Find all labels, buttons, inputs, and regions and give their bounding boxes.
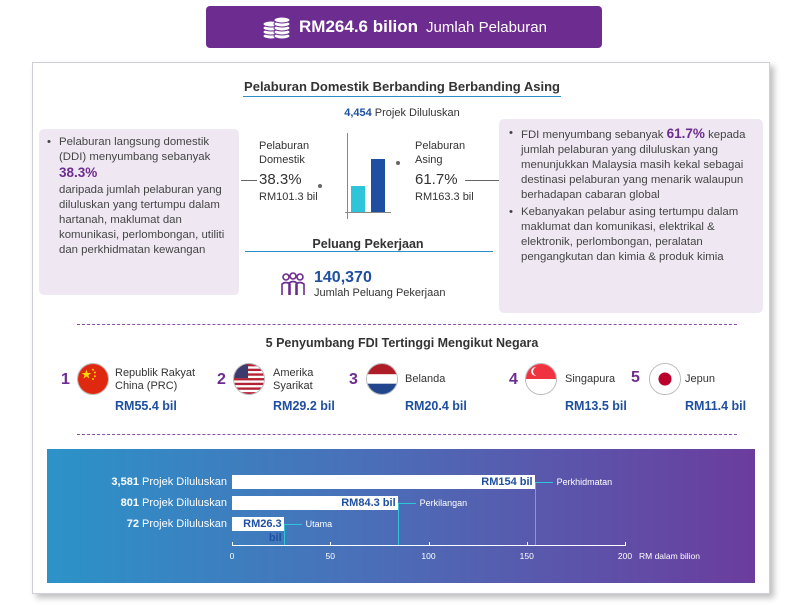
rank-1: 1 (61, 371, 70, 388)
projects-count-number: 72 (126, 518, 139, 530)
country-3-name: Belanda (405, 373, 446, 385)
title-underline (243, 96, 561, 97)
jobs-title: Peluang Pekerjaan (312, 237, 424, 251)
domestic-dot (318, 184, 322, 188)
country-2-name (273, 367, 313, 393)
projects-count-label (47, 476, 227, 488)
x-tick-mark (330, 542, 331, 546)
foreign-note-pre: FDI menyumbang sebanyak (521, 129, 664, 141)
sector-bar: RM26.3 bil (232, 517, 284, 531)
foreign-note-2: • Kebanyakan pelabur asing tertumpu dalam maklumat dan komunikasi, elektrikal & elektronik, perlombongan, peralatan pengangkutan dan kimia & produk kimia (509, 205, 753, 265)
foreign-note-highlight: 61.7% (666, 126, 705, 141)
domestic-vs-foreign-title: Pelaburan Domestik Berbanding Berbanding Asing (244, 79, 560, 94)
x-tick-label: 0 (229, 551, 235, 561)
projects-count-text: Projek Diluluskan (138, 497, 227, 509)
sector-bar-guide (284, 524, 285, 545)
netherlands-flag-icon (366, 363, 398, 395)
country-5-name: Jepun (685, 373, 715, 385)
projects-count-label (47, 518, 227, 530)
approved-projects (33, 107, 771, 119)
foreign-bil: RM163.3 bil (415, 191, 474, 203)
country-1-name-line2: China (PRC) (115, 380, 178, 392)
sector-category-label: Perkhidmatan (556, 477, 613, 487)
x-tick-mark (429, 542, 430, 546)
approved-projects-label: Projek Diluluskan (374, 107, 460, 119)
foreign-label-line1: Pelaburan (415, 140, 466, 152)
domestic-connector (241, 180, 257, 181)
projects-count-text: Projek Diluluskan (138, 476, 227, 488)
foreign-dot (396, 161, 400, 165)
sector-bar-chart (47, 449, 755, 583)
singapore-flag-icon (525, 363, 557, 395)
sector-bar-guide (398, 503, 399, 545)
domestic-label-line1: Pelaburan (259, 140, 310, 152)
sector-category-label: Perkilangan (419, 498, 468, 508)
foreign-note-post: kepada jumlah pelaburan yang diluluskan yang menunjukkan Malaysia masih kekal sebagai destinasi pelaburan yang menarik walaupun berhadapan cabaran global (521, 129, 746, 201)
domestic-label-line2: Domestik (259, 154, 305, 166)
rank-3: 3 (349, 371, 358, 388)
sector-category-label: Utama (305, 519, 333, 529)
divider-top (77, 324, 737, 325)
foreign-connector (465, 180, 499, 181)
domestic-note-box (39, 129, 239, 295)
sector-bar: RM154 bil (232, 475, 535, 489)
foreign-pct: 61.7% (415, 171, 458, 188)
foreign-label-line2: Asing (415, 154, 443, 166)
domestic-note (47, 135, 231, 259)
foreign-label (415, 139, 465, 167)
rank-5: 5 (631, 369, 640, 386)
x-tick-label: 200 (617, 551, 633, 561)
country-2-value: RM29.2 bil (273, 399, 335, 413)
top5-title: 5 Penyumbang FDI Tertinggi Mengikut Negara (265, 336, 539, 350)
sector-bar-guide (535, 482, 536, 545)
x-tick-label: 50 (325, 551, 335, 561)
total-investment-amount: RM264.6 bilion (299, 17, 419, 36)
projects-count-number: 3,581 (111, 476, 139, 488)
x-axis-label: RM dalam bilion (639, 551, 700, 561)
country-1-name-line1: Republik Rakyat (115, 367, 196, 379)
jobs-label: Jumlah Peluang Pekerjaan (314, 287, 446, 299)
domestic-share-bar (351, 186, 365, 212)
x-tick-mark (625, 542, 626, 546)
sector-chart-panel (47, 449, 755, 583)
divider-bottom (77, 434, 737, 435)
country-4-name: Singapura (565, 373, 616, 385)
infographic-card (32, 62, 770, 594)
x-tick-label: 100 (421, 551, 436, 561)
total-investment-banner (206, 6, 602, 48)
share-chart-axis (347, 133, 348, 219)
sector-bar-leader (535, 482, 553, 483)
country-1-value: RM55.4 bil (115, 399, 177, 413)
country-2-name-line2: Syarikat (273, 380, 313, 392)
country-5-value: RM11.4 bil (685, 399, 747, 413)
share-chart-baseline (345, 212, 391, 213)
sector-bar-leader (398, 503, 416, 504)
jobs-number: 140,370 (314, 269, 372, 286)
country-2-name-line1: Amerika (273, 367, 314, 379)
sector-bar: RM84.3 bil (232, 496, 398, 510)
x-tick-mark (527, 542, 528, 546)
domestic-pct: 38.3% (259, 171, 302, 188)
foreign-share-bar (371, 159, 385, 212)
projects-count-number: 801 (120, 497, 139, 509)
x-tick-label: 150 (519, 551, 534, 561)
china-flag-icon (77, 363, 109, 395)
rank-4: 4 (509, 371, 518, 388)
foreign-note-1 (509, 126, 753, 203)
domestic-bil: RM101.3 bil (259, 191, 318, 203)
approved-projects-number: 4,454 (344, 107, 372, 119)
projects-count-text: Projek Diluluskan (138, 518, 227, 530)
domestic-note-pre: Pelaburan langsung domestik (DDI) menyumbang sebanyak (59, 136, 211, 164)
projects-count-label (47, 497, 227, 509)
x-tick-mark (232, 542, 233, 546)
country-1-name (115, 367, 195, 393)
coins-icon (261, 12, 291, 42)
country-3-value: RM20.4 bil (405, 399, 467, 413)
rank-2: 2 (217, 371, 226, 388)
usa-flag-icon (233, 363, 265, 395)
people-icon (279, 271, 307, 299)
sector-bar-leader (284, 524, 302, 525)
total-investment-label: Jumlah Pelaburan (426, 18, 547, 36)
japan-flag-icon (649, 363, 681, 395)
domestic-note-post: daripada jumlah pelaburan yang diluluskan yang tertumpu dalam hartanah, maklumat dan komunikasi, perlombongan, utiliti dan perkhidmatan kewangan (59, 183, 225, 257)
domestic-label (259, 139, 309, 167)
foreign-note-box (499, 119, 763, 313)
jobs-underline (245, 251, 493, 252)
country-4-value: RM13.5 bil (565, 399, 627, 413)
domestic-note-highlight: 38.3% (59, 165, 98, 181)
